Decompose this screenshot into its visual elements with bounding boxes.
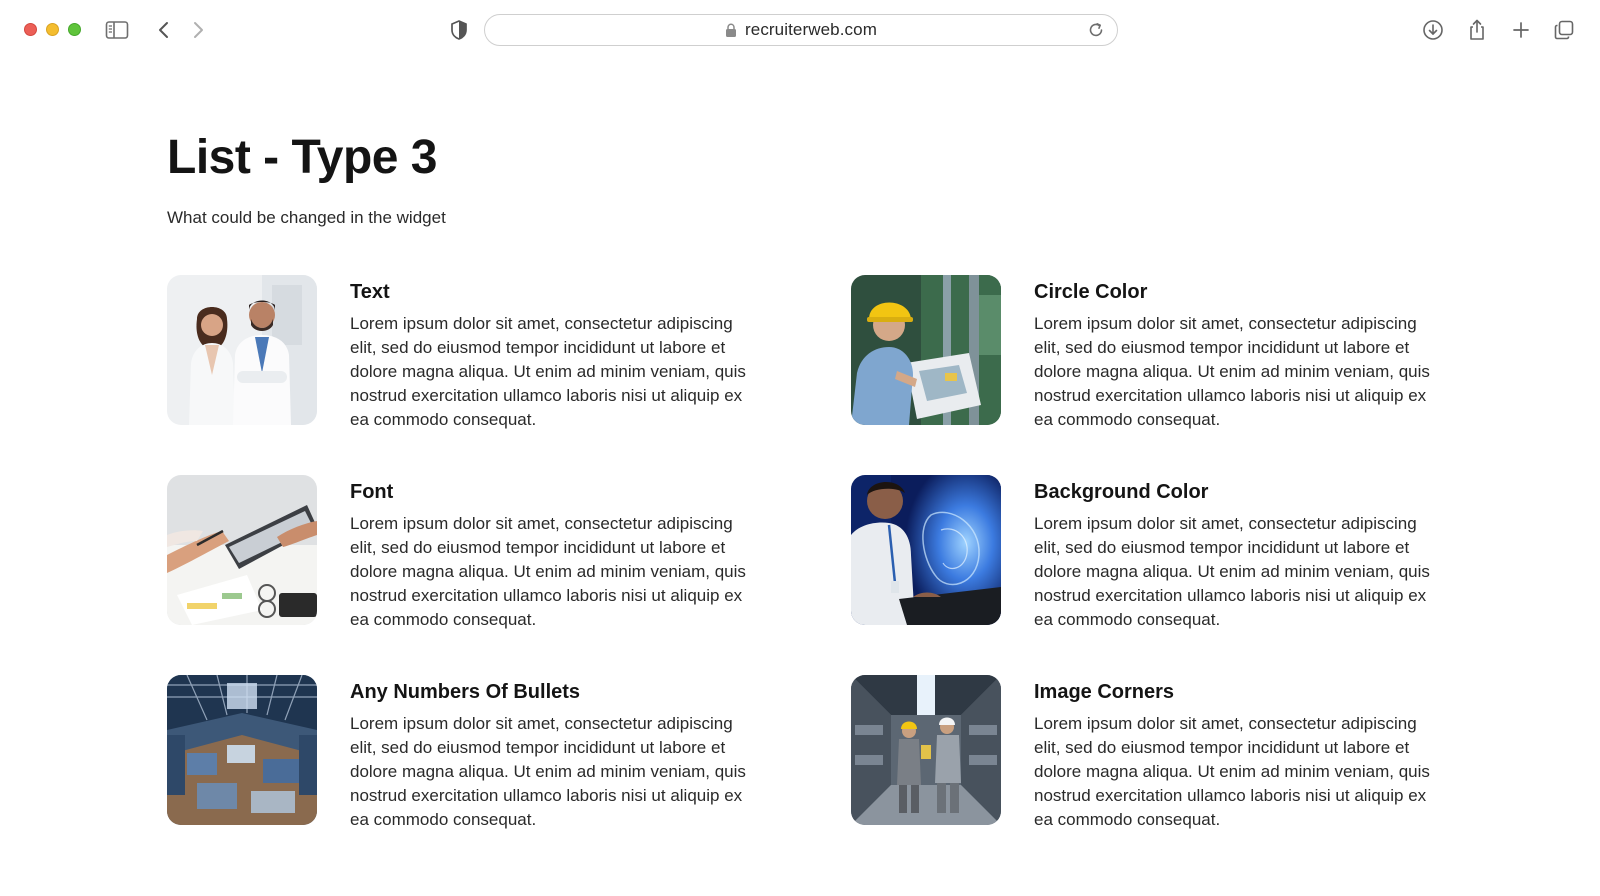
warehouse-engineers-photo-icon (851, 675, 1001, 825)
shield-icon[interactable] (446, 17, 472, 43)
page-title: List - Type 3 (167, 131, 437, 184)
technician-screen-photo-icon (851, 475, 1001, 625)
address-bar[interactable] (484, 14, 1118, 46)
item-title: Background Color (1034, 481, 1209, 503)
list-item (851, 675, 1451, 827)
sidebar-icon[interactable] (104, 17, 130, 43)
item-title: Font (350, 481, 394, 503)
item-body: Lorem ipsum dolor sit amet, consectetur adipiscing elit, sed do eiusmod tempor incididunt ut labore et dolore magna aliqua. Ut enim ad minim veniam, quis nostrud exercitation ullamco laboris nisi ut aliquip ex ea commodo consequat. (350, 514, 746, 629)
forward-icon[interactable] (185, 17, 211, 43)
back-icon[interactable] (151, 17, 177, 43)
item-body: Lorem ipsum dolor sit amet, consectetur adipiscing elit, sed do eiusmod tempor incididunt ut labore et dolore magna aliqua. Ut enim ad minim veniam, quis nostrud exercitation ullamco laboris nisi ut aliquip ex ea commodo consequat. (1034, 314, 1430, 429)
zoom-icon[interactable] (68, 23, 81, 36)
item-body: Lorem ipsum dolor sit amet, consectetur adipiscing elit, sed do eiusmod tempor incididunt ut labore et dolore magna aliqua. Ut enim ad minim veniam, quis nostrud exercitation ullamco laboris nisi ut aliquip ex ea commodo consequat. (1034, 714, 1430, 829)
doctors-photo-icon (167, 275, 317, 425)
share-icon[interactable] (1464, 17, 1490, 43)
list-item (167, 675, 767, 827)
factory-worker-photo-icon (851, 275, 1001, 425)
item-body: Lorem ipsum dolor sit amet, consectetur adipiscing elit, sed do eiusmod tempor incididunt ut labore et dolore magna aliqua. Ut enim ad minim veniam, quis nostrud exercitation ullamco laboris nisi ut aliquip ex ea commodo consequat. (350, 314, 746, 429)
item-title: Text (350, 281, 390, 303)
list-item (851, 275, 1451, 427)
url-text: recruiterweb.com (745, 20, 877, 39)
close-icon[interactable] (24, 23, 37, 36)
item-title: Image Corners (1034, 681, 1175, 703)
lock-icon (725, 23, 737, 38)
item-title: Circle Color (1034, 281, 1148, 303)
item-body: Lorem ipsum dolor sit amet, consectetur adipiscing elit, sed do eiusmod tempor incididunt ut labore et dolore magna aliqua. Ut enim ad minim veniam, quis nostrud exercitation ullamco laboris nisi ut aliquip ex ea commodo consequat. (1034, 514, 1430, 629)
new-tab-icon[interactable] (1508, 17, 1534, 43)
browser-toolbar (0, 0, 1600, 58)
reload-icon[interactable] (1087, 21, 1105, 44)
tabs-overview-icon[interactable] (1551, 17, 1577, 43)
minimize-icon[interactable] (46, 23, 59, 36)
item-title: Any Numbers Of Bullets (350, 681, 581, 703)
page-subtitle: What could be changed in the widget (167, 208, 446, 227)
item-body: Lorem ipsum dolor sit amet, consectetur adipiscing elit, sed do eiusmod tempor incididunt ut labore et dolore magna aliqua. Ut enim ad minim veniam, quis nostrud exercitation ullamco laboris nisi ut aliquip ex ea commodo consequat. (350, 714, 746, 829)
list-item (167, 275, 767, 427)
list-item (167, 475, 767, 627)
tablet-documents-photo-icon (167, 475, 317, 625)
download-icon[interactable] (1420, 17, 1446, 43)
list-item (851, 475, 1451, 627)
factory-hall-photo-icon (167, 675, 317, 825)
